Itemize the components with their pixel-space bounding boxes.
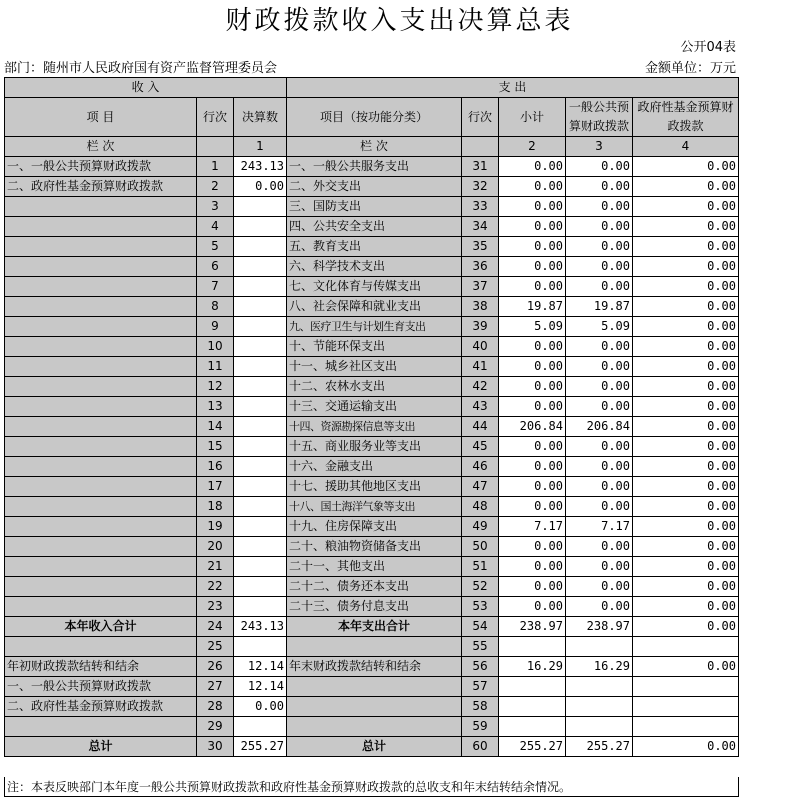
expense-gov-fund: 0.00 [633,477,739,497]
expense-item: 二十三、债务付息支出 [287,597,462,617]
expense-gov-fund: 0.00 [633,317,739,337]
expense-gov-fund: 0.00 [633,437,739,457]
expense-item: 十六、金融支出 [287,457,462,477]
table-row: 二、政府性基金预算财政拨款 28 0.00 58 [5,697,739,717]
end-balance-label: 年末财政拨款结转和结余 [287,657,462,677]
expense-row-no: 33 [462,197,499,217]
expense-row-no: 31 [462,157,499,177]
expense-row-no: 48 [462,497,499,517]
table-row [5,497,739,517]
income-item [5,217,197,237]
income-amount [234,217,287,237]
income-amount [234,577,287,597]
subtotal-header: 小计 [499,98,566,137]
expense-general-budget: 0.00 [566,177,633,197]
income-item: 二、政府性基金预算财政拨款 [5,177,197,197]
expense-item: 十九、住房保障支出 [287,517,462,537]
income-amount: 0.00 [234,177,287,197]
expense-row-no: 52 [462,577,499,597]
expense-subtotal: 0.00 [499,597,566,617]
income-item [5,537,197,557]
expense-item: 十三、交通运输支出 [287,397,462,417]
table-row [5,417,739,437]
expense-general-budget: 206.84 [566,417,633,437]
income-amount [234,277,287,297]
expense-gov-fund: 0.00 [633,497,739,517]
expense-gov-fund: 0.00 [633,557,739,577]
expense-subtotal: 0.00 [499,197,566,217]
income-amount [234,437,287,457]
expense-row-no: 34 [462,217,499,237]
header-row-2 [5,98,739,137]
income-row-no: 2 [197,177,234,197]
grand-total-label: 总计 [5,737,197,757]
income-amount [234,197,287,217]
col-1: 1 [234,137,287,157]
income-amount [234,317,287,337]
income-amount [234,457,287,477]
income-item [5,577,197,597]
expense-subtotal: 0.00 [499,437,566,457]
expense-general-budget: 0.00 [566,157,633,177]
grand-total-label-2: 总计 [287,737,462,757]
income-row-no: 10 [197,337,234,357]
income-amount [234,497,287,517]
expense-general-budget: 0.00 [566,197,633,217]
income-item [5,497,197,517]
expense-gov-fund: 0.00 [633,297,739,317]
col-label: 栏 次 [5,137,197,157]
expense-subtotal: 0.00 [499,577,566,597]
expense-subtotal: 0.00 [499,237,566,257]
expense-subtotal: 0.00 [499,337,566,357]
table-row [5,337,739,357]
expense-item: 二、外交支出 [287,177,462,197]
table-row [5,277,739,297]
col-label-2: 栏 次 [287,137,462,157]
income-amount [234,377,287,397]
income-item [5,477,197,497]
expense-item: 十四、资源勘探信息等支出 [287,417,462,437]
expense-header: 支 出 [287,78,739,98]
expense-item: 三、国防支出 [287,197,462,217]
expense-general-budget: 0.00 [566,257,633,277]
table-row [5,257,739,277]
table-row [5,297,739,317]
expense-subtotal: 0.00 [499,277,566,297]
expense-general-budget: 0.00 [566,557,633,577]
expense-general-budget: 0.00 [566,397,633,417]
expense-gov-fund: 0.00 [633,277,739,297]
item-by-function-header: 项目（按功能分类） [287,98,462,137]
expense-subtotal: 19.87 [499,297,566,317]
expense-gov-fund: 0.00 [633,377,739,397]
income-amount: 243.13 [234,157,287,177]
expense-row-no: 45 [462,437,499,457]
expense-general-budget: 0.00 [566,237,633,257]
expense-gov-fund: 0.00 [633,457,739,477]
expense-total-label: 本年支出合计 [287,617,462,637]
col-3: 3 [566,137,633,157]
expense-row-no: 49 [462,517,499,537]
income-row-no: 23 [197,597,234,617]
income-row-no: 6 [197,257,234,277]
expense-item: 二十、粮油物资储备支出 [287,537,462,557]
income-amount [234,397,287,417]
expense-gov-fund: 0.00 [633,237,739,257]
income-row-no: 12 [197,377,234,397]
table-row [5,557,739,577]
begin-balance-label: 年初财政拨款结转和结余 [5,657,197,677]
income-row-no: 16 [197,457,234,477]
expense-subtotal: 0.00 [499,477,566,497]
income-row-no: 19 [197,517,234,537]
expense-item: 四、公共安全支出 [287,217,462,237]
table-row [5,157,739,177]
expense-general-budget: 0.00 [566,497,633,517]
expense-gov-fund: 0.00 [633,537,739,557]
income-total-amount: 243.13 [234,617,287,637]
income-item [5,317,197,337]
income-item [5,257,197,277]
department-label: 部门：随州市人民政府国有资产监督管理委员会 [4,61,278,76]
income-row-no: 15 [197,437,234,457]
expense-general-budget: 0.00 [566,437,633,457]
expense-subtotal: 0.00 [499,357,566,377]
table-row [5,357,739,377]
expense-gov-fund: 0.00 [633,517,739,537]
income-item [5,417,197,437]
expense-row-no: 46 [462,457,499,477]
expense-gov-fund: 0.00 [633,397,739,417]
income-row-no: 9 [197,317,234,337]
income-amount [234,337,287,357]
table-row: 一、一般公共预算财政拨款 27 12.14 57 [5,677,739,697]
report-title: 财政拨款收入支出决算总表 [225,6,574,36]
expense-item: 二十一、其他支出 [287,557,462,577]
income-amount [234,517,287,537]
table-row [5,377,739,397]
expense-gov-fund: 0.00 [633,597,739,617]
expense-item: 一、一般公共服务支出 [287,157,462,177]
income-row-no: 8 [197,297,234,317]
expense-general-budget: 0.00 [566,597,633,617]
expense-row-no: 35 [462,237,499,257]
table-row [5,197,739,217]
income-item [5,457,197,477]
final-amount-header: 决算数 [234,98,287,137]
expense-item: 十五、商业服务业等支出 [287,437,462,457]
expense-general-budget: 0.00 [566,377,633,397]
table-row [5,217,739,237]
table-row [5,457,739,477]
expense-general-budget: 0.00 [566,537,633,557]
income-row-no: 18 [197,497,234,517]
expense-subtotal: 0.00 [499,457,566,477]
table-row: 本年收入合计 24 243.13 本年支出合计 54 238.97 238.97 0.00 [5,617,739,637]
expense-item: 二十二、债务还本支出 [287,577,462,597]
income-row-no: 4 [197,217,234,237]
expense-row-no: 42 [462,377,499,397]
expense-general-budget: 5.09 [566,317,633,337]
expense-general-budget: 0.00 [566,217,633,237]
income-row-no: 14 [197,417,234,437]
table-row [5,537,739,557]
income-row-no: 7 [197,277,234,297]
row-no-header-2: 行次 [462,98,499,137]
income-row-no: 20 [197,537,234,557]
expense-subtotal: 0.00 [499,157,566,177]
table-row [5,397,739,417]
income-amount [234,357,287,377]
income-item [5,437,197,457]
expense-subtotal: 0.00 [499,557,566,577]
income-item [5,557,197,577]
income-amount [234,537,287,557]
column-index-row [5,137,739,157]
expense-gov-fund: 0.00 [633,157,739,177]
expense-gov-fund: 0.00 [633,577,739,597]
expense-row-no: 39 [462,317,499,337]
income-item [5,337,197,357]
table-row: 29 59 [5,717,739,737]
income-item [5,597,197,617]
expense-general-budget: 0.00 [566,577,633,597]
table-row [5,177,739,197]
table-row [5,237,739,257]
expense-subtotal: 5.09 [499,317,566,337]
expense-gov-fund: 0.00 [633,257,739,277]
income-item [5,357,197,377]
table-row: 25 55 [5,637,739,657]
expense-item: 九、医疗卫生与计划生育支出 [287,317,462,337]
income-item [5,297,197,317]
expense-general-budget: 0.00 [566,477,633,497]
expense-item: 十八、国土海洋气象等支出 [287,497,462,517]
expense-row-no: 47 [462,477,499,497]
expense-row-no: 36 [462,257,499,277]
expense-subtotal: 0.00 [499,177,566,197]
expense-subtotal: 7.17 [499,517,566,537]
expense-row-no: 51 [462,557,499,577]
expense-row-no: 53 [462,597,499,617]
unit-label: 金额单位：万元 [644,61,736,76]
item-header: 项 目 [5,98,197,137]
expense-row-no: 40 [462,337,499,357]
expense-gov-fund: 0.00 [633,217,739,237]
income-item [5,237,197,257]
income-item [5,517,197,537]
form-number: 公开04表 [680,40,736,55]
expense-subtotal: 206.84 [499,417,566,437]
expense-row-no: 32 [462,177,499,197]
income-row-no: 1 [197,157,234,177]
income-row-no: 21 [197,557,234,577]
income-row-no: 5 [197,237,234,257]
expense-item: 十二、农林水支出 [287,377,462,397]
income-item [5,277,197,297]
income-amount [234,237,287,257]
expense-item: 七、文化体育与传媒支出 [287,277,462,297]
expense-subtotal: 0.00 [499,377,566,397]
expense-gov-fund: 0.00 [633,417,739,437]
income-amount [234,597,287,617]
col-4: 4 [633,137,739,157]
expense-row-no: 41 [462,357,499,377]
expense-item: 十、节能环保支出 [287,337,462,357]
grand-total-income: 255.27 [234,737,287,757]
income-amount [234,257,287,277]
income-amount [234,557,287,577]
expense-subtotal: 0.00 [499,537,566,557]
table-row [5,477,739,497]
header-row-1 [5,78,739,98]
footnote: 注：本表反映部门本年度一般公共预算财政拨款和政府性基金预算财政拨款的总收支和年末结转结余情况。 [4,777,739,797]
table-row [5,317,739,337]
expense-general-budget: 7.17 [566,517,633,537]
expense-general-budget: 19.87 [566,297,633,317]
income-row-no: 17 [197,477,234,497]
general-budget-header: 一般公共预算财政拨款 [566,98,633,137]
col-2: 2 [499,137,566,157]
expense-gov-fund: 0.00 [633,177,739,197]
income-row-no: 22 [197,577,234,597]
table-row [5,517,739,537]
expense-subtotal: 0.00 [499,397,566,417]
expense-row-no: 43 [462,397,499,417]
expense-general-budget: 0.00 [566,457,633,477]
table-row [5,437,739,457]
row-no-header: 行次 [197,98,234,137]
income-item [5,397,197,417]
income-item [5,197,197,217]
expense-row-no: 38 [462,297,499,317]
table-row: 年初财政拨款结转和结余 26 12.14 年末财政拨款结转和结余 56 16.29 16.29 0.00 [5,657,739,677]
expense-gov-fund: 0.00 [633,197,739,217]
expense-subtotal: 0.00 [499,217,566,237]
expense-item: 十七、援助其他地区支出 [287,477,462,497]
expense-general-budget: 0.00 [566,337,633,357]
budget-table [4,77,739,757]
income-row-no: 11 [197,357,234,377]
expense-subtotal: 0.00 [499,497,566,517]
income-row-no: 3 [197,197,234,217]
income-amount [234,297,287,317]
expense-gov-fund: 0.00 [633,357,739,377]
expense-subtotal: 0.00 [499,257,566,277]
expense-item: 八、社会保障和就业支出 [287,297,462,317]
income-item [5,377,197,397]
income-amount [234,477,287,497]
expense-item: 六、科学技术支出 [287,257,462,277]
income-row-no: 13 [197,397,234,417]
income-amount [234,417,287,437]
table-row: 总计 30 255.27 总计 60 255.27 255.27 0.00 [5,737,739,757]
expense-row-no: 50 [462,537,499,557]
expense-item: 五、教育支出 [287,237,462,257]
expense-item: 十一、城乡社区支出 [287,357,462,377]
expense-gov-fund: 0.00 [633,337,739,357]
income-header: 收 入 [5,78,287,98]
table-row [5,577,739,597]
expense-general-budget: 0.00 [566,277,633,297]
income-total-label: 本年收入合计 [5,617,197,637]
table-row [5,597,739,617]
expense-row-no: 44 [462,417,499,437]
expense-general-budget: 0.00 [566,357,633,377]
income-item: 一、一般公共预算财政拨款 [5,157,197,177]
expense-row-no: 37 [462,277,499,297]
gov-fund-header: 政府性基金预算财政拨款 [633,98,739,137]
